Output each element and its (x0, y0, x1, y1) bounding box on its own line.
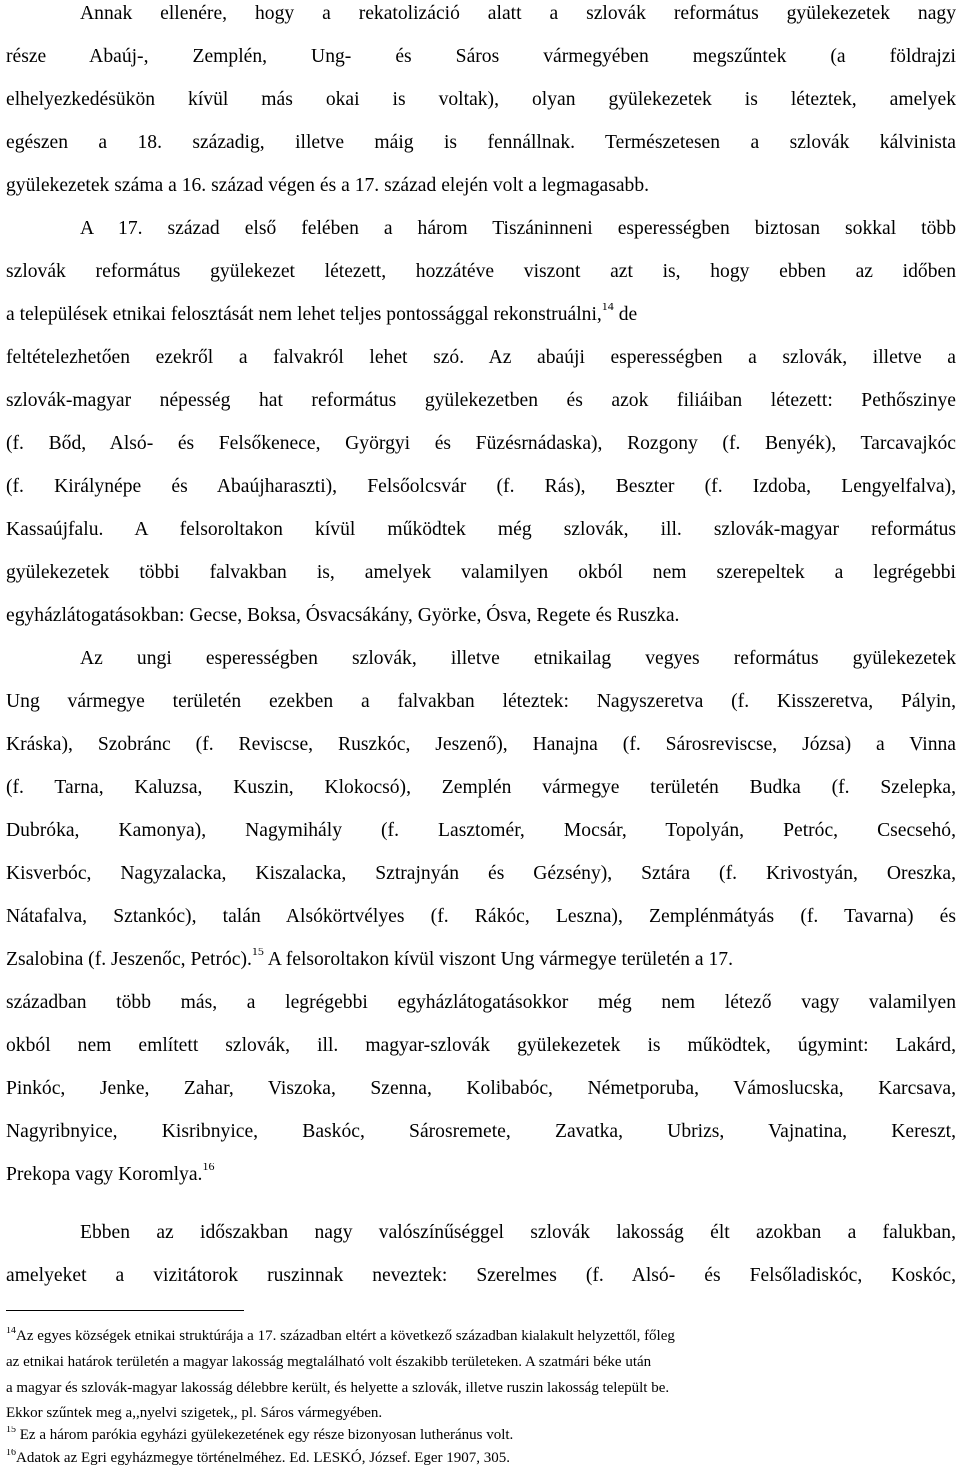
body-line: Ebben az időszakban nagy valószínűséggel szlovák lakosság élt azokban a falukban, (80, 1222, 956, 1243)
body-line: (f. Királynépe és Abaújharaszti), Felsőolcsvár (f. Rás), Beszter (f. Izdoba, Lengyelfalva), (6, 476, 956, 497)
footnote: a magyar és szlovák-magyar lakosság délebbre került, és helyette a szlovák, illetve ruszin lakosság települt be. (6, 1380, 670, 1396)
body-line: Pinkóc, Jenke, Zahar, Viszoka, Szenna, Kolibabóc, Németporuba, Vámoslucska, Karcsava, (6, 1078, 956, 1099)
body-line: egészen a 18. századig, illetve máig is fennállnak. Természetesen a szlovák kálvinista (6, 132, 956, 153)
footnote (6, 1327, 956, 1345)
body-text: Zsalobina (f. Jeszenőc, Petróc). (6, 949, 252, 970)
body-line: okból nem említett szlovák, ill. magyar-szlovák gyülekezetek is működtek, úgymint: Lakárd, (6, 1035, 956, 1056)
body-line (6, 1163, 956, 1187)
body-line: Annak ellenére, hogy a rekatolizáció alatt a szlovák református gyülekezetek nagy (80, 3, 956, 24)
body-line: Dubróka, Kamonya), Nagymihály (f. Lasztomér, Mocsár, Topolyán, Petróc, Csecsehó, (6, 820, 956, 841)
body-line: szlovák református gyülekezet létezett, hozzátéve viszont azt is, hogy ebben az időben (6, 261, 956, 282)
footnote-ref: 15 (251, 948, 264, 959)
footnote-ref: 14 (601, 303, 614, 314)
body-text: a települések etnikai felosztását nem lehet teljes pontossággal rekonstruálni, (6, 304, 602, 325)
footnote-text: Adatok az Egri egyházmegye történelméhez. Ed. LESKÓ, József. Eger 1907, 305. (16, 1450, 511, 1466)
body-line: Nagyribnyice, Kisribnyice, Baskóc, Sárosremete, Zavatka, Ubrizs, Vajnatina, Kereszt, (6, 1121, 956, 1142)
body-line: Az ungi esperességben szlovák, illetve etnikailag vegyes református gyülekezetek (80, 648, 956, 669)
body-line: A 17. század első felében a három Tiszáninneni esperességben biztosan sokkal több (80, 218, 956, 239)
body-line: Kassaújfalu. A felsoroltakon kívül működtek még szlovák, ill. szlovák-magyar református (6, 519, 956, 540)
body-line (6, 303, 956, 327)
body-line: Kisverbóc, Nagyzalacka, Kiszalacka, Sztrajnyán és Gézsény), Sztára (f. Krivostyán, Oreszka, (6, 863, 956, 884)
footnote (6, 1449, 956, 1467)
footnote (6, 1426, 956, 1444)
body-line: (f. Bőd, Alsó- és Felsőkenece, Györgyi és Füzésrnádaska), Rozgony (f. Benyék), Tarcavajkóc (6, 433, 956, 454)
body-text: de (618, 304, 638, 325)
body-line: Kráska), Szobránc (f. Reviscse, Ruszkóc, Jeszenő), Hanajna (f. Sárosreviscse, Józsa) a Vinna (6, 734, 956, 755)
body-line: egyházlátogatásokban: Gecse, Boksa, Ósvacsákány, Györke, Ósva, Regete és Ruszka. (6, 605, 680, 626)
body-line: (f. Tarna, Kaluzsa, Kuszin, Klokocsó), Zemplén vármegye területén Budka (f. Szelepka, (6, 777, 956, 798)
body-line: Ung vármegye területén ezekben a falvakban léteztek: Nagyszeretva (f. Kisszeretva, Pályin, (6, 691, 956, 712)
body-line: gyülekezetek száma a 16. század végen és a 17. század elején volt a legmagasabb. (6, 175, 650, 196)
body-line: szlovák-magyar népesség hat református gyülekezetben és azok filiáiban létezett: Pethőszinye (6, 390, 956, 411)
footnote-number: 16 (6, 1449, 16, 1458)
body-line: része Abaúj-, Zemplén, Ung- és Sáros vármegyében megszűntek (a földrajzi (6, 46, 956, 67)
footnote: Ekkor szűntek meg a,,nyelvi szigetek,, pl. Sáros vármegyében. (6, 1405, 383, 1421)
body-line: elhelyezkedésükön kívül más okai is voltak), olyan gyülekezetek is léteztek, amelyek (6, 89, 956, 110)
body-line: amelyeket a vizitátorok ruszinnak neveztek: Szerelmes (f. Alsó- és Felsőladiskóc, Koskóc, (6, 1265, 956, 1286)
footnote-number: 14 (6, 1327, 16, 1336)
body-line (6, 948, 956, 972)
body-text: A felsoroltakon kívül viszont Ung vármegye területén a 17. (267, 949, 733, 970)
body-line: században több más, a legrégebbi egyházlátogatásokkor még nem létező vagy valamilyen (6, 992, 956, 1013)
body-text: Prekopa vagy Koromlya. (6, 1164, 203, 1185)
footnote: az etnikai határok területén a magyar lakosság megtalálható volt északibb területeken. A szatmári béke után (6, 1354, 652, 1370)
footnote-ref: 16 (202, 1163, 215, 1174)
footnote-text: Ez a három parókia egyházi gyülekezetének egy része bizonyosan lutheránus volt. (19, 1427, 514, 1443)
footnote-text: Az egyes községek etnikai struktúrája a 17. században eltért a következő században kialakult helyzettől, főleg (16, 1328, 675, 1344)
body-line: Nátafalva, Sztankóc), talán Alsókörtvélyes (f. Rákóc, Leszna), Zemplénmátyás (f. Tavarna) és (6, 906, 956, 927)
body-line: feltételezhetően ezekről a falvakról lehet szó. Az abaúji esperességben a szlovák, illetve a (6, 347, 956, 368)
footnote-separator (6, 1310, 244, 1311)
body-line: gyülekezetek többi falvakban is, amelyek valamilyen okból nem szerepeltek a legrégebbi (6, 562, 956, 583)
footnote-number: 15 (6, 1426, 16, 1435)
